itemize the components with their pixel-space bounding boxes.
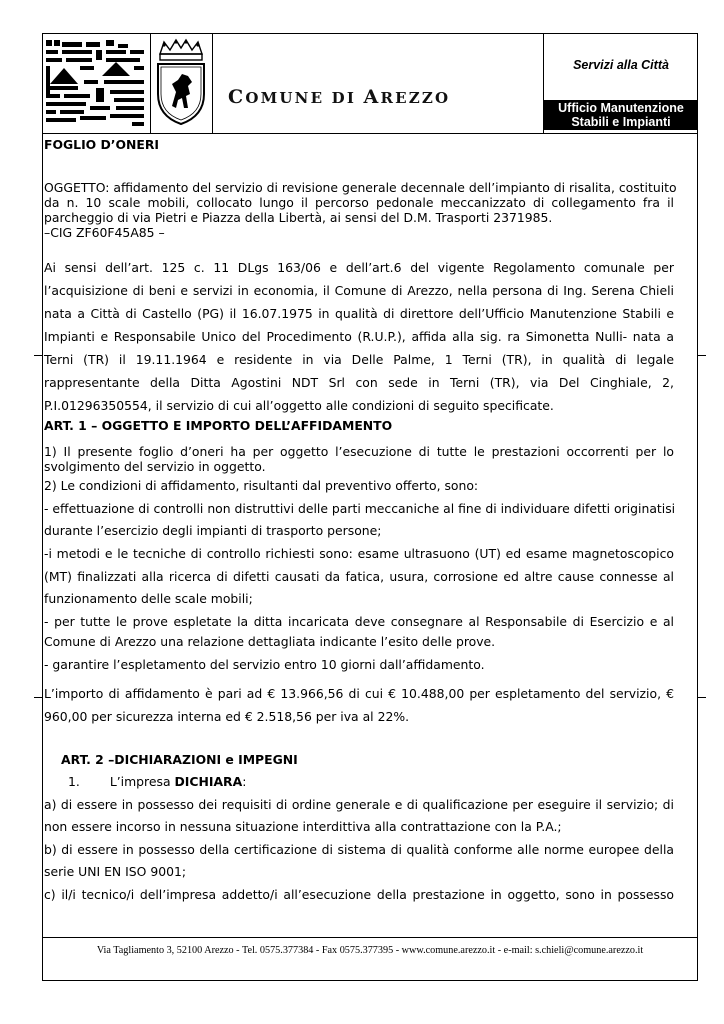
art1-item: Comune di Arezzo una relazione dettagliata indicante l’esito delle prove. (44, 634, 496, 649)
art1-item: - effettuazione di controlli non distruttivi delle parti meccaniche al fine di individuare difetti originatisi (44, 501, 676, 516)
coat-of-arms-icon (152, 36, 210, 128)
ufficio-line-2: Stabili e Impianti (571, 115, 671, 129)
art1-item: -i metodi e le tecniche di controllo richiesti sono: esame ultrasuono (UT) ed esame magnetoscopico (44, 546, 674, 561)
intro-line: l’acquisizione di beni e servizi in economia, il Comune di Arezzo, nella persona di Ing. Serena Chieli (44, 283, 674, 298)
art1-line: 2) Le condizioni di affidamento, risultanti dal preventivo offerto, sono: (44, 478, 479, 493)
art1-item: durante l’esercizio degli impianti di trasporto persone; (44, 523, 382, 538)
comune-rest-2: REZZO (380, 89, 451, 107)
art2-item-1-bold: DICHIARA (174, 774, 243, 789)
comune-cap-c: C (228, 86, 246, 108)
art2-line: serie UNI EN ISO 9001; (44, 864, 187, 879)
art2-line: c) il/i tecnico/i dell’impresa addetto/i all’esecuzione della prestazione in oggetto, sono in possesso (44, 887, 674, 902)
city-logo-icon (44, 36, 148, 128)
margin-tick (34, 697, 42, 698)
importo-line: 960,00 per sicurezza interna ed € 2.518,56 per iva al 22%. (44, 709, 410, 724)
footer-contacts: Via Tagliamento 3, 52100 Arezzo - Tel. 0575.377384 - Fax 0575.377395 - www.comune.arezzo.it - e-mail: s.chieli@comune.arezzo.it (96, 945, 644, 956)
comune-rest-1: OMUNE DI (245, 89, 364, 107)
art1-item: - garantire l’espletamento del servizio entro 10 giorni dall’affidamento. (44, 657, 485, 672)
cig-line: –CIG ZF60F45A85 – (44, 225, 165, 240)
importo-line: L’importo di affidamento è pari ad € 13.966,56 di cui € 10.488,00 per espletamento del servizio, € (44, 686, 674, 701)
oggetto-line: OGGETTO: affidamento del servizio di revisione generale decennale dell’impianto di risalita, costituito (44, 180, 677, 195)
intro-line: rappresentante della Ditta Agostini NDT Srl con sede in Terni (TR), via Del Cinghiale, 2, (44, 375, 674, 390)
art2-line: non essere incorso in nessuna situazione interdittiva alla contrattazione con la P.A.; (44, 819, 562, 834)
ufficio-badge (544, 100, 698, 130)
margin-tick (698, 355, 706, 356)
servizi-label: Servizi alla Città (573, 58, 669, 72)
document-title: FOGLIO D’ONERI (44, 137, 160, 152)
comune-cap-a: A (363, 86, 381, 108)
intro-line: Ai sensi dell’art. 125 c. 11 DLgs 163/06 e dell’art.6 del vigente Regolamento comunale per (44, 260, 674, 275)
art2-item-1 (68, 774, 698, 789)
art2-line: a) di essere in possesso dei requisiti di ordine generale e di qualificazione per eseguire il servizio; di (44, 797, 674, 812)
art2-item-1-text: L’impresa (109, 774, 175, 789)
oggetto-line: da n. 10 scale mobili, collocato lungo il percorso pedonale meccanizzato di collegamento fra il (44, 195, 674, 210)
art2-line: b) di essere in possesso della certificazione di sistema di qualità conforme alle norme europee della (44, 842, 674, 857)
comune-di-arezzo-title (228, 86, 450, 108)
art1-item: - per tutte le prove espletate la ditta incaricata deve consegnare al Responsabile di Esercizio e al (44, 614, 674, 629)
art1-item: (MT) finalizzati alla ricerca di difetti causati da fatica, usura, corrosione ed altre cause connesse al (44, 569, 674, 584)
art2-title: ART. 2 –DICHIARAZIONI e IMPEGNI (61, 752, 298, 767)
art1-line: svolgimento del servizio in oggetto. (44, 459, 266, 474)
art1-item: funzionamento delle scale mobili; (44, 591, 253, 606)
ufficio-line-1: Ufficio Manutenzione (558, 101, 684, 115)
art1-line: 1) Il presente foglio d’oneri ha per oggetto l’esecuzione di tutte le prestazioni occorrenti per lo (44, 444, 674, 459)
header-divider (42, 133, 698, 134)
margin-tick (698, 697, 706, 698)
logo-divider (150, 33, 151, 133)
art1-title: ART. 1 – OGGETTO E IMPORTO DELL’AFFIDAMENTO (44, 418, 393, 433)
oggetto-line: parcheggio di via Pietri e Piazza della Libertà, ai sensi del D.M. Trasporti 2371985. (44, 210, 553, 225)
art2-item-1-end: : (242, 774, 247, 789)
art2-item-1-number: 1. (68, 774, 80, 789)
intro-line: Impianti e Responsabile Unico del Procedimento (R.U.P.), affida alla sig. ra Simonetta Nulli- nata a (44, 329, 674, 344)
margin-tick (34, 355, 42, 356)
shield-divider (212, 33, 213, 133)
intro-line: P.I.01296350554, il servizio di cui all’oggetto alle condizioni di seguito specificate. (44, 398, 554, 413)
intro-line: nata a Città di Castello (PG) il 16.07.1975 in qualità di direttore dell’Ufficio Manutenzione Stabili e (44, 306, 674, 321)
intro-line: Terni (TR) il 19.11.1964 e residente in via Delle Palme, 1 Terni (TR), in qualità di legale (44, 352, 674, 367)
footer-divider (42, 937, 698, 938)
